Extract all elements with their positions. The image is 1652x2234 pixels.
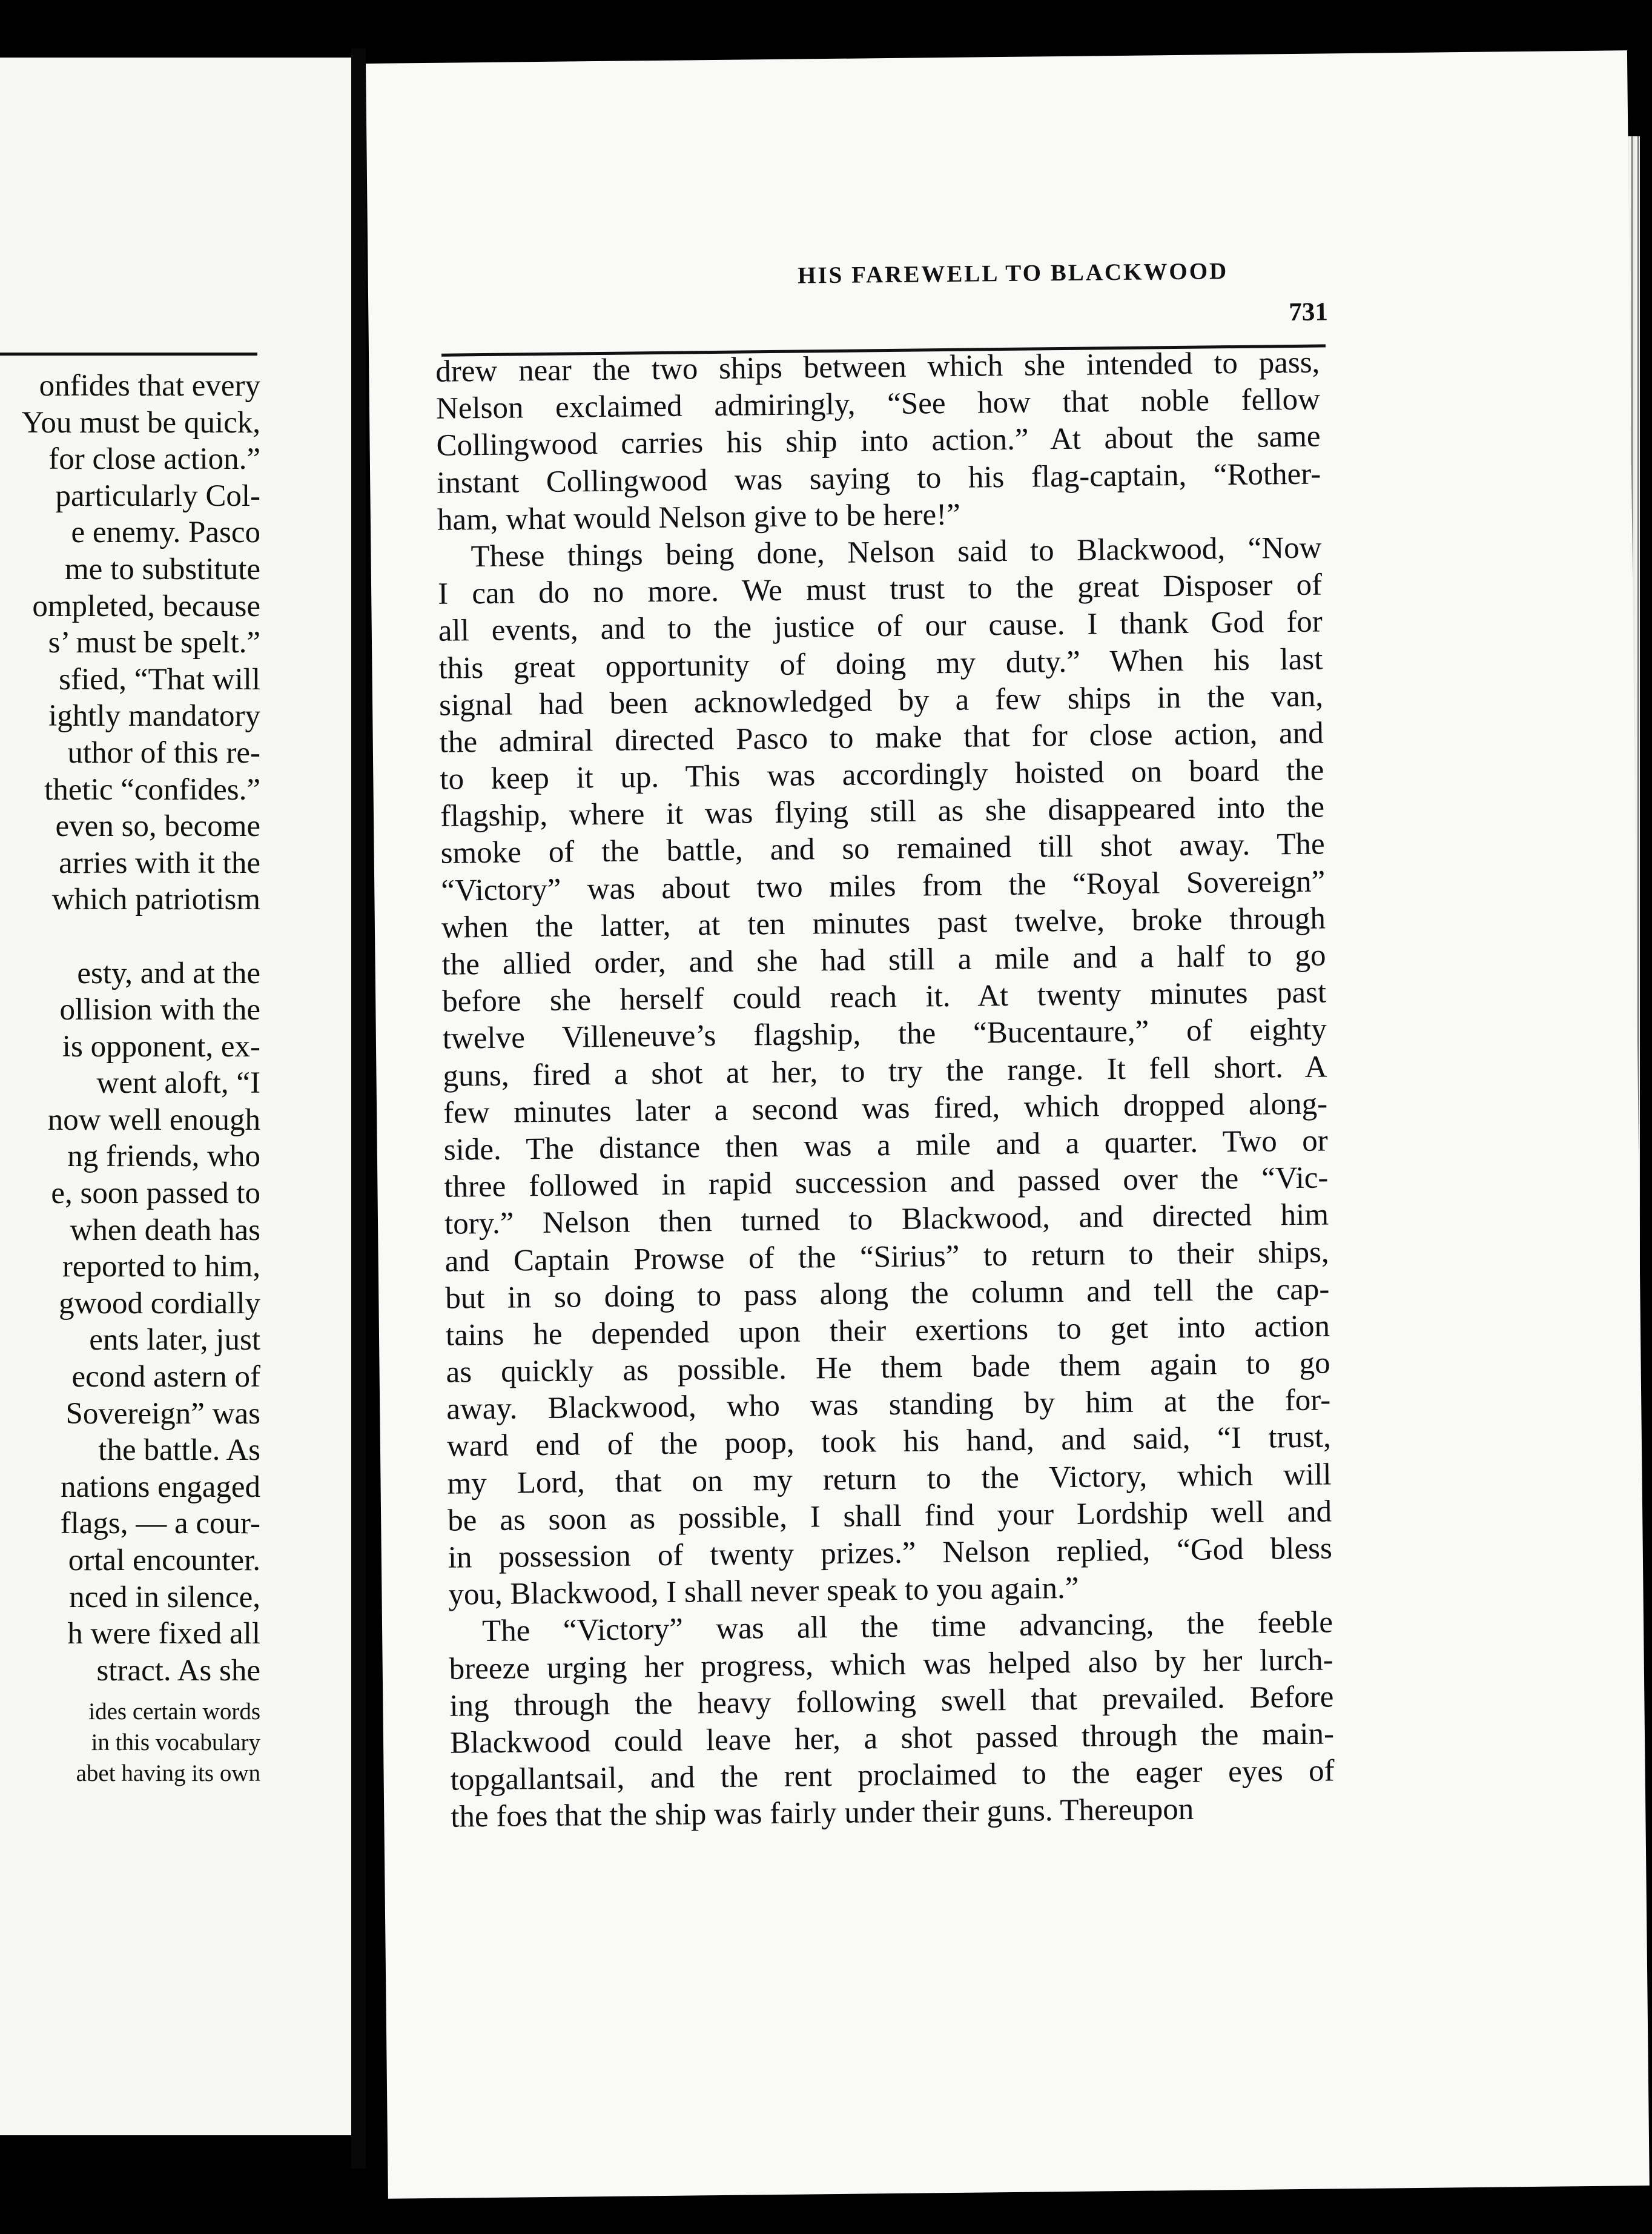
text-line: away. Blackwood, who was standing by him at the for- bbox=[446, 1383, 1331, 1427]
left-page-text bbox=[0, 368, 260, 1689]
text-line: side. The distance then was a mile and a quarter. Two or bbox=[443, 1124, 1329, 1167]
left-text-line bbox=[0, 918, 260, 955]
left-text-line: thetic “confides.” bbox=[44, 772, 260, 807]
text-line: be as soon as possible, I shall find your Lordship well and bbox=[447, 1494, 1332, 1538]
left-text-line: nations engaged bbox=[61, 1470, 260, 1504]
left-text-line: e enemy. Pasco bbox=[71, 515, 260, 550]
text-line: few minutes later a second was fired, which dropped along- bbox=[443, 1087, 1328, 1130]
text-line: to keep it up. This was accordingly hoisted on board the bbox=[440, 753, 1324, 797]
left-text-line: reported to him, bbox=[62, 1250, 260, 1284]
left-text-line: gwood cordially bbox=[59, 1286, 260, 1321]
text-line: The “Victory” was all the time advancing, the feeble bbox=[481, 1605, 1333, 1649]
book-gutter bbox=[351, 48, 366, 2169]
left-text-line: onfides that every bbox=[39, 369, 260, 403]
left-text-line: econd astern of bbox=[71, 1360, 260, 1394]
text-line: and Captain Prowse of the “Sirius” to return to their ships, bbox=[444, 1235, 1329, 1279]
body-text bbox=[435, 345, 1335, 1837]
text-line: instant Collingwood was saying to his flag-captain, “Rother- bbox=[436, 457, 1321, 500]
left-page bbox=[0, 58, 351, 2135]
text-line: Nelson exclaimed admiringly, “See how that noble fellow bbox=[435, 382, 1321, 426]
left-text-line: esty, and at the bbox=[77, 956, 260, 990]
left-text-line: ents later, just bbox=[89, 1323, 260, 1357]
text-line: but in so doing to pass along the column and tell the cap- bbox=[445, 1272, 1330, 1316]
left-text-line: You must be quick, bbox=[21, 405, 260, 440]
text-line: as quickly as possible. He them bade them again to go bbox=[446, 1346, 1330, 1390]
left-page-footnotes bbox=[0, 1696, 260, 1789]
right-page bbox=[366, 50, 1650, 2199]
text-line: when the latter, at ten minutes past twelve, broke through bbox=[441, 901, 1326, 945]
text-line: the admiral directed Pasco to make that for close action, and bbox=[439, 716, 1324, 760]
left-text-line: ortal encounter. bbox=[68, 1543, 260, 1577]
left-text-line: even so, become bbox=[55, 809, 260, 844]
text-line: drew near the two ships between which she intended to pass, bbox=[435, 345, 1320, 389]
text-line: three followed in rapid succession and passed over the “Vic- bbox=[444, 1161, 1329, 1204]
text-line: “Victory” was about two miles from the “Royal Sovereign” bbox=[441, 864, 1326, 908]
text-line: tory.” Nelson then turned to Blackwood, and directed him bbox=[444, 1198, 1329, 1242]
text-line: in possession of twenty prizes.” Nelson replied, “God bless bbox=[448, 1531, 1333, 1575]
left-text-line: is opponent, ex- bbox=[62, 1029, 260, 1064]
left-text-line: particularly Col- bbox=[55, 479, 260, 513]
left-text-line: for close action.” bbox=[48, 442, 260, 477]
text-line: topgallantsail, and the rent proclaimed to the eager eyes of bbox=[450, 1754, 1335, 1797]
left-footnote-line: abet having its own bbox=[76, 1760, 260, 1786]
text-line: tains he depended upon their exertions to get into action bbox=[445, 1309, 1330, 1353]
left-text-line: when death has bbox=[70, 1213, 260, 1247]
text-line: ward end of the poop, took his hand, and said, “I trust, bbox=[446, 1420, 1332, 1464]
left-text-line: sfied, “That will bbox=[59, 662, 260, 697]
left-text-line: ng friends, who bbox=[67, 1139, 260, 1174]
left-text-line: the battle. As bbox=[98, 1433, 260, 1468]
left-text-line: ightly mandatory bbox=[48, 699, 260, 734]
text-line: ham, what would Nelson give to be here!” bbox=[437, 497, 961, 537]
left-text-line: s’ must be spelt.” bbox=[48, 626, 260, 660]
text-line: before she herself could reach it. At twenty minutes past bbox=[441, 975, 1327, 1019]
text-line: the allied order, and she had still a mile and a half to go bbox=[441, 938, 1326, 982]
left-text-line: ompleted, because bbox=[32, 589, 260, 623]
text-line: smoke of the battle, and so remained till shot away. The bbox=[440, 827, 1325, 871]
left-text-line: which patriotism bbox=[51, 883, 260, 917]
left-footnote-line: in this vocabulary bbox=[91, 1729, 260, 1755]
left-text-line: e, soon passed to bbox=[51, 1176, 260, 1211]
text-line: the foes that the ship was fairly under their guns. Thereupon bbox=[451, 1792, 1194, 1835]
left-text-line: uthor of this re- bbox=[67, 735, 260, 770]
text-line: breeze urging her progress, which was helped also by her lurch- bbox=[449, 1642, 1333, 1686]
text-line: These things being done, Nelson said to Blackwood, “Now bbox=[471, 531, 1322, 574]
left-text-line: nced in silence, bbox=[69, 1580, 260, 1614]
running-head: HIS FAREWELL TO BLACKWOOD bbox=[797, 258, 1229, 289]
left-text-line: stract. As she bbox=[96, 1653, 260, 1688]
text-line: Collingwood carries his ship into action.” At about the same bbox=[436, 419, 1321, 463]
left-text-line: h were fixed all bbox=[67, 1617, 260, 1651]
left-text-line: me to substitute bbox=[65, 552, 260, 586]
left-page-rule bbox=[0, 353, 257, 356]
left-text-line: ollision with the bbox=[59, 993, 260, 1027]
left-text-line: arries with it the bbox=[59, 846, 260, 880]
text-line: this great opportunity of doing my duty.” When his last bbox=[438, 642, 1323, 686]
text-line: my Lord, that on my return to the Victory, which will bbox=[447, 1457, 1332, 1501]
page-number: 731 bbox=[1289, 297, 1329, 327]
text-line: ing through the heavy following swell that prevailed. Before bbox=[449, 1680, 1334, 1723]
left-text-line: Sovereign” was bbox=[65, 1396, 260, 1431]
text-line: twelve Villeneuve’s flagship, the “Bucentaure,” of eighty bbox=[442, 1012, 1327, 1056]
text-line: guns, fired a shot at her, to try the range. It fell short. A bbox=[443, 1050, 1327, 1093]
text-line: Blackwood could leave her, a shot passed through the main- bbox=[449, 1717, 1335, 1760]
text-line: you, Blackwood, I shall never speak to you again.” bbox=[448, 1571, 1079, 1612]
left-text-line: now well enough bbox=[47, 1102, 260, 1137]
left-text-line: went aloft, “I bbox=[96, 1066, 260, 1101]
text-line: I can do no more. We must trust to the great Disposer of bbox=[437, 568, 1323, 611]
text-line: all events, and to the justice of our cause. I thank God for bbox=[438, 605, 1323, 649]
left-text-line: flags, — a cour- bbox=[60, 1506, 260, 1541]
left-footnote-line: ides certain words bbox=[88, 1699, 260, 1725]
text-line: flagship, where it was flying still as she disappeared into the bbox=[440, 790, 1325, 834]
text-line: signal had been acknowledged by a few ships in the van, bbox=[438, 679, 1324, 723]
